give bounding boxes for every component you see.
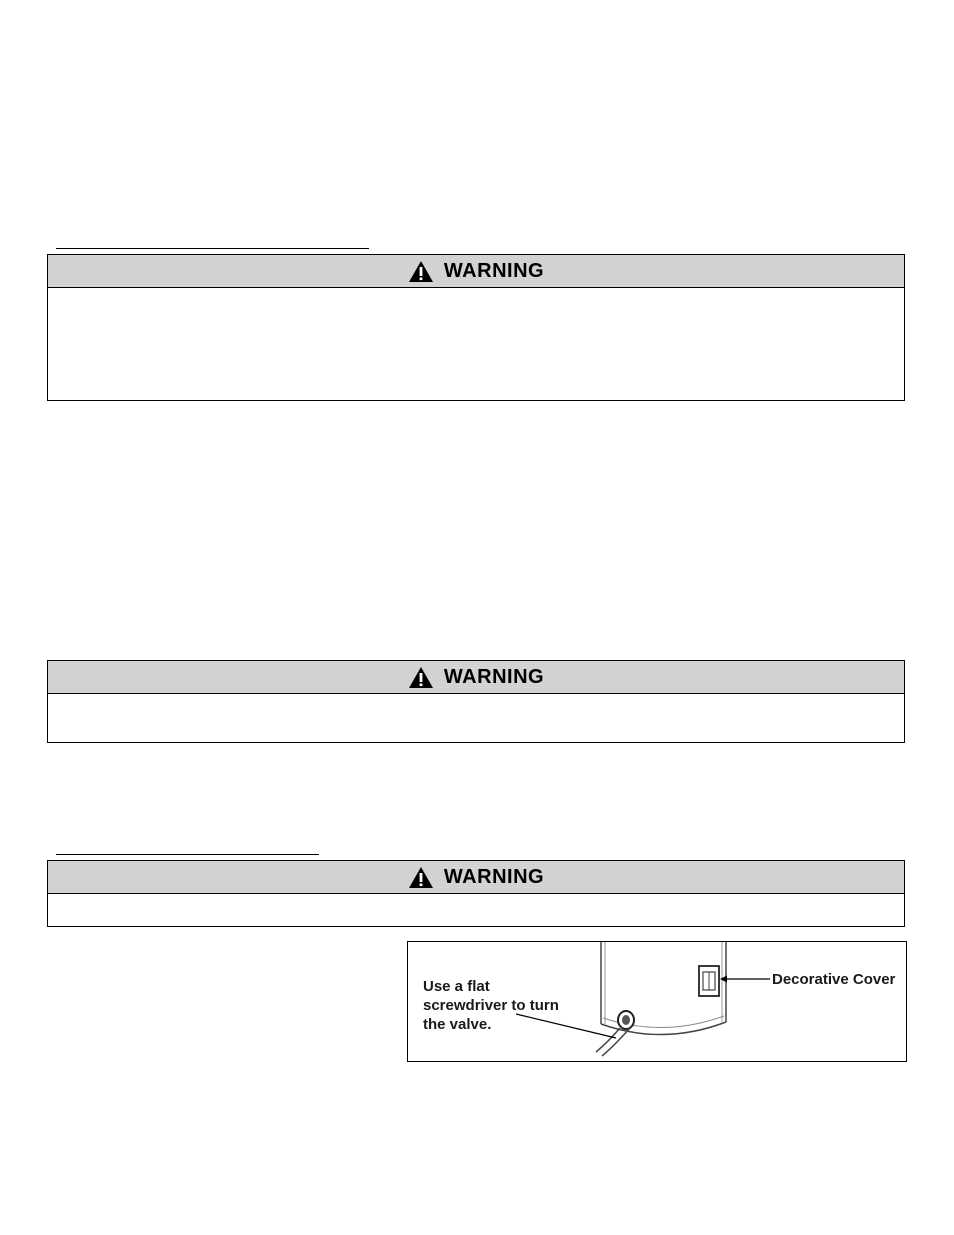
label-line: Use a flat xyxy=(423,978,490,995)
section-heading-rule xyxy=(56,248,369,249)
warning-title: WARNING xyxy=(443,260,545,282)
decorative-cover-label: Decorative Cover xyxy=(772,971,896,988)
water-heater-figure xyxy=(407,941,907,1062)
warning-header xyxy=(48,861,904,894)
warning-triangle-icon xyxy=(408,666,434,689)
warning-header xyxy=(48,255,904,288)
label-line: the valve. xyxy=(423,1016,492,1033)
warning-title: WARNING xyxy=(443,866,545,888)
warning-header xyxy=(48,661,904,694)
warning-box-1 xyxy=(47,254,905,401)
warning-box-2 xyxy=(47,660,905,743)
label-line: screwdriver to turn xyxy=(423,997,559,1014)
warning-triangle-icon xyxy=(408,866,434,889)
section-heading-rule xyxy=(56,854,319,855)
warning-box-3 xyxy=(47,860,905,927)
warning-title: WARNING xyxy=(443,666,545,688)
valve-instruction-label xyxy=(423,977,559,1034)
warning-triangle-icon xyxy=(408,260,434,283)
